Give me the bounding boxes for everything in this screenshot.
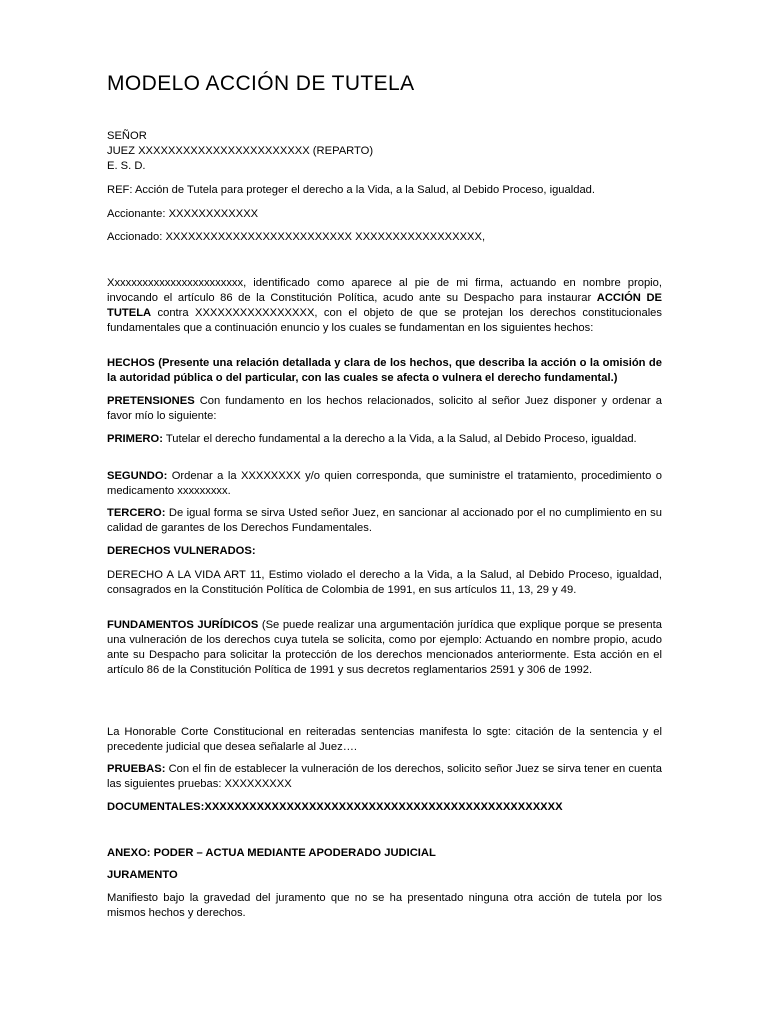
esd-line: E. S. D. — [107, 160, 146, 172]
judge-line: JUEZ XXXXXXXXXXXXXXXXXXXXXXX (REPARTO) — [107, 145, 374, 157]
fundamentos-label: FUNDAMENTOS JURÍDICOS — [107, 619, 259, 631]
accionado-line: Accionado: XXXXXXXXXXXXXXXXXXXXXXXXX XXXXXXXXXXXXXXXXX, — [107, 231, 486, 243]
corte-paragraph: La Honorable Corte Constitucional en reiteradas sentencias manifesta lo sgte: citación de la sentencia y el precedente judicial que desea señalarle al Juez…. — [107, 726, 662, 753]
primero-paragraph — [107, 432, 662, 447]
pruebas-label: PRUEBAS: — [107, 763, 166, 775]
pretensiones-paragraph — [107, 394, 662, 424]
derechos-paragraph: DERECHO A LA VIDA ART 11, Estimo violado el derecho a la Vida, a la Salud, al Debido Proceso, igualdad, consagrados en la Constitución Política de Colombia de 1991, en sus artículos 11, 13, 29 y 49. — [107, 569, 662, 596]
derechos-heading: DERECHOS VULNERADOS: — [107, 545, 256, 557]
segundo-label: SEGUNDO: — [107, 470, 168, 482]
pruebas-paragraph — [107, 762, 662, 792]
salutation: SEÑOR — [107, 130, 147, 142]
juramento-heading: JURAMENTO — [107, 869, 178, 881]
addressee-block — [107, 129, 662, 174]
hechos-paragraph: HECHOS (Presente una relación detallada y clara de los hechos, que describa la acción o la omisión de la autoridad pública o del particular, con las cuales se afecta o vulnera el derecho fundamental.) — [107, 357, 662, 384]
intro-text-2: contra XXXXXXXXXXXXXXXX, con el objeto de que se protejan los derechos constitucionales fundamentales que a continuación enuncio y los cuales se fundamentan en los siguientes hechos: — [107, 307, 662, 334]
segundo-paragraph — [107, 469, 662, 499]
intro-text-1: Xxxxxxxxxxxxxxxxxxxxxxxx, identificado como aparece al pie de mi firma, actuando en nombre propio, invocando el artículo 86 de la Constitución Política, acudo ante su Despacho para instaurar — [107, 277, 662, 304]
intro-bold: ACCIÓN DE TUTELA — [107, 292, 662, 319]
fundamentos-paragraph — [107, 618, 662, 678]
juramento-paragraph: Manifiesto bajo la gravedad del juramento que no se ha presentado ninguna otra acción de tutela por los mismos hechos y derechos. — [107, 892, 662, 919]
primero-label: PRIMERO: — [107, 433, 163, 445]
pretensiones-label: PRETENSIONES — [107, 395, 195, 407]
accionante-line: Accionante: XXXXXXXXXXXX — [107, 208, 259, 220]
document-title: MODELO ACCIÓN DE TUTELA — [107, 72, 415, 95]
pretensiones-text: Con fundamento en los hechos relacionados, solicito al señor Juez disponer y ordenar a favor mío lo siguiente: — [107, 395, 662, 422]
documentales-line: DOCUMENTALES:XXXXXXXXXXXXXXXXXXXXXXXXXXXXXXXXXXXXXXXXXXXXXXXX — [107, 801, 563, 813]
anexo-line: ANEXO: PODER – ACTUA MEDIANTE APODERADO JUDICIAL — [107, 847, 436, 859]
tercero-paragraph — [107, 506, 662, 536]
segundo-text: Ordenar a la XXXXXXXX y/o quien corresponda, que suministre el tratamiento, procedimiento o medicamento xxxxxxxxx. — [107, 470, 662, 497]
intro-paragraph — [107, 276, 662, 336]
ref-line: REF: Acción de Tutela para proteger el derecho a la Vida, a la Salud, al Debido Proceso, igualdad. — [107, 184, 595, 196]
pruebas-text: Con el fin de establecer la vulneración de los derechos, solicito señor Juez se sirva tener en cuenta las siguientes pruebas: XXXXXXXXX — [107, 763, 662, 790]
tercero-text: De igual forma se sirva Usted señor Juez, en sancionar al accionado por el no cumplimiento en su calidad de garantes de los Derechos Fundamentales. — [107, 507, 662, 534]
primero-text: Tutelar el derecho fundamental a la derecho a la Vida, a la Salud, al Debido Proceso, igualdad. — [162, 433, 637, 445]
fundamentos-text: (Se puede realizar una argumentación jurídica que explique porque se presenta una vulneración de los derechos cuya tutela se solicita, como por ejemplo: Actuando en nombre propio, acudo ante su Despacho para solicitar la protección de los derechos mencionados anteriormente. Esta acción en el artículo 86 de la Constitución Política de 1991 y sus decretos reglamentarios 2591 y 306 de 1992. — [107, 619, 662, 676]
tercero-label: TERCERO: — [107, 507, 166, 519]
